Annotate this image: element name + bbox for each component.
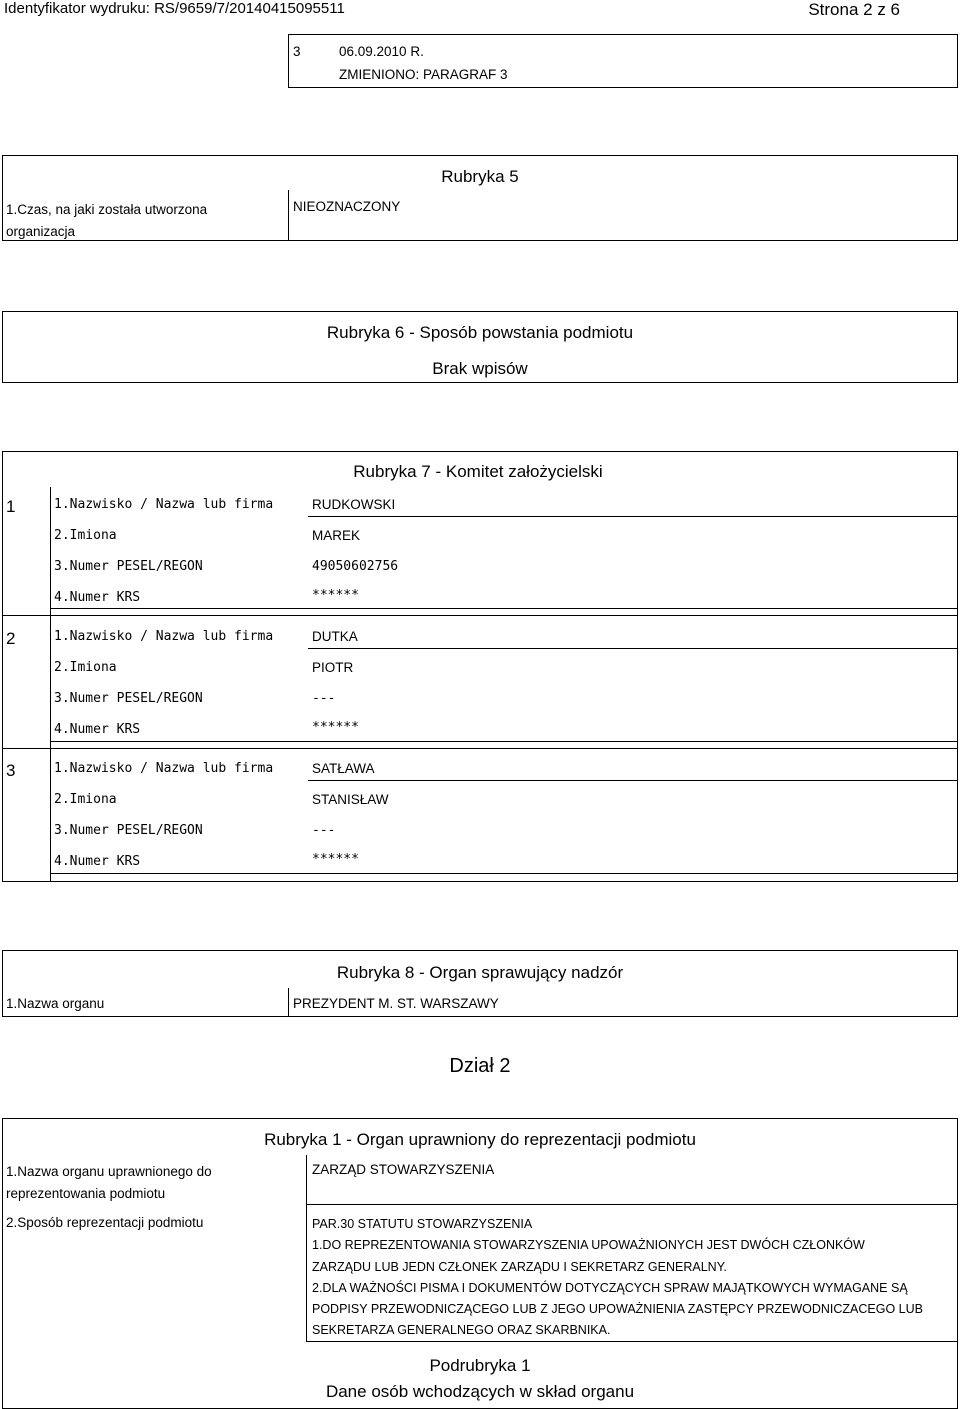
representation-line: ZARZĄDU LUB JEDN CZŁONEK ZARZĄDU I SEKRETARZ GENERALNY.	[312, 1259, 727, 1274]
rubryka5-title: Rubryka 5	[441, 167, 519, 186]
member-pesel: ---	[312, 823, 336, 838]
organ-name-value: ZARZĄD STOWARZYSZENIA	[312, 1162, 495, 1177]
rubryka7-title: Rubryka 7 - Komitet założycielski	[353, 462, 603, 481]
d2-rubryka1-title: Rubryka 1 - Organ uprawniony do reprezentacji podmiotu	[264, 1130, 696, 1149]
field-line	[50, 741, 958, 742]
member-first: PIOTR	[312, 660, 354, 675]
member-krs-label: 4.Numer KRS	[54, 722, 141, 737]
member-first-label: 2.Imiona	[54, 792, 117, 807]
field-line	[308, 780, 958, 781]
representation-text	[312, 1214, 923, 1342]
representation-label: 2.Sposób reprezentacji podmiotu	[6, 1215, 204, 1230]
rubryka6-title: Rubryka 6 - Sposób powstania podmiotu	[326, 323, 634, 342]
member-number: 1	[6, 497, 16, 516]
entry-change: ZMIENIONO: PARAGRAF 3	[339, 67, 508, 82]
member-separator	[2, 615, 958, 616]
field-line	[308, 648, 958, 649]
member-krs-label: 4.Numer KRS	[54, 854, 141, 869]
representation-line: PODPISY PRZEWODNICZĄCEGO LUB Z JEGO UPOWAŻNIENIA ZASTĘPCY PRZEWODNICZACEGO LUB	[312, 1302, 923, 1317]
member-first: STANISŁAW	[312, 792, 389, 807]
member-krs: ******	[312, 852, 359, 867]
print-id: Identyfikator wydruku: RS/9659/7/20140415095511	[4, 0, 345, 17]
number-column-divider	[50, 487, 51, 882]
member-krs: ******	[312, 720, 359, 735]
member-separator	[2, 748, 958, 749]
section-title: Dział 2	[449, 1055, 511, 1077]
member-name-label: 1.Nazwisko / Nazwa lub firma	[54, 497, 274, 512]
member-krs: ******	[312, 588, 359, 603]
representation-line: SEKRETARZA GENERALNEGO ORAZ SKARBNIKA.	[312, 1323, 611, 1338]
member-pesel-label: 3.Numer PESEL/REGON	[54, 691, 203, 706]
rubryka5-divider	[288, 190, 289, 241]
page-number: Strona 2 z 6	[808, 0, 900, 19]
member-pesel: ---	[312, 691, 336, 706]
rubryka5-value: NIEOZNACZONY	[293, 199, 401, 214]
entry-date: 06.09.2010 R.	[339, 44, 424, 59]
member-first-label: 2.Imiona	[54, 528, 117, 543]
member-first: MAREK	[312, 528, 361, 543]
representation-line: 2.DLA WAŻNOŚCI PISMA I DOKUMENTÓW DOTYCZĄCYCH SPRAW MAJĄTKOWYCH WYMAGANE SĄ	[312, 1280, 908, 1295]
rubryka6-empty: Brak wpisów	[432, 359, 528, 378]
member-krs-label: 4.Numer KRS	[54, 590, 141, 605]
member-pesel-label: 3.Numer PESEL/REGON	[54, 823, 203, 838]
member-name: DUTKA	[312, 629, 358, 644]
rubryka8-divider	[288, 988, 289, 1017]
member-pesel: 49050602756	[312, 559, 399, 574]
entry-number: 3	[293, 44, 301, 59]
member-number: 3	[6, 761, 16, 780]
member-name: SATŁAWA	[312, 761, 375, 776]
field-line	[308, 516, 958, 517]
organ-name-label: 1.Nazwa organu uprawnionego do reprezentowania podmiotu	[6, 1164, 212, 1201]
representation-line: PAR.30 STATUTU STOWARZYSZENIA	[312, 1217, 533, 1231]
rubryka8-title: Rubryka 8 - Organ sprawujący nadzór	[336, 963, 624, 982]
member-name: RUDKOWSKI	[312, 497, 396, 512]
member-name-label: 1.Nazwisko / Nazwa lub firma	[54, 761, 274, 776]
rubryka5-label: 1.Czas, na jaki została utworzona organizacja	[6, 202, 208, 239]
podrubryka-subtitle: Dane osób wchodzących w skład organu	[325, 1382, 635, 1401]
rubryka8-value: PREZYDENT M. ST. WARSZAWY	[293, 996, 499, 1011]
podrubryka-title: Podrubryka 1	[429, 1356, 531, 1375]
member-first-label: 2.Imiona	[54, 660, 117, 675]
field-line	[50, 608, 958, 609]
member-number: 2	[6, 629, 16, 648]
member-pesel-label: 3.Numer PESEL/REGON	[54, 559, 203, 574]
field-line	[50, 873, 958, 874]
member-name-label: 1.Nazwisko / Nazwa lub firma	[54, 629, 274, 644]
representation-line: 1.DO REPREZENTOWANIA STOWARZYSZENIA UPOWAŻNIONYCH JEST DWÓCH CZŁONKÓW	[312, 1238, 865, 1253]
rubryka8-label: 1.Nazwa organu	[6, 996, 105, 1011]
